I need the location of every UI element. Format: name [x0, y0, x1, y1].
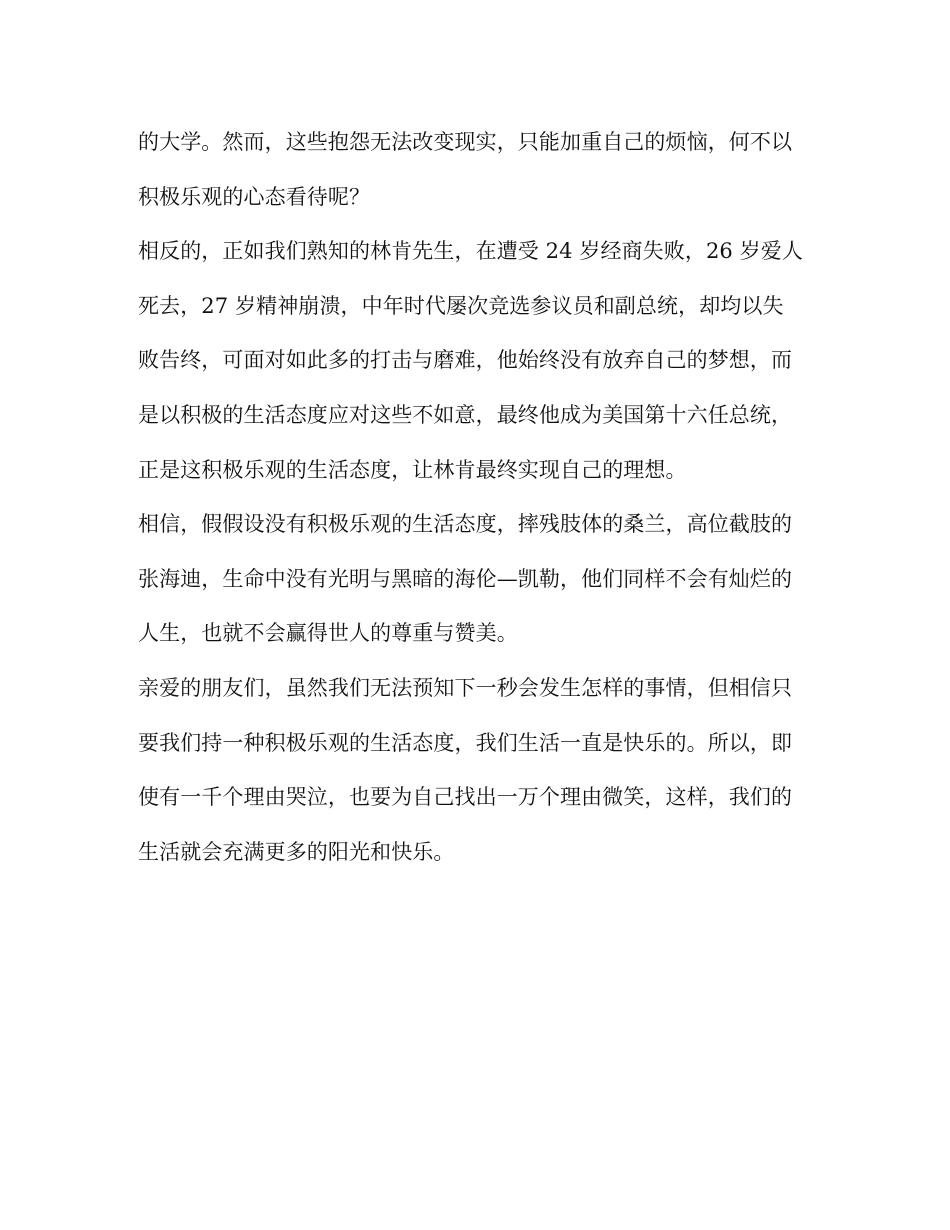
text-line: 的大学。然而，这些抱怨无法改变现实，只能加重自己的烦恼，何不以	[138, 130, 793, 154]
text-line: 积极乐观的心态看待呢？	[138, 184, 371, 209]
text-line: 张海迪，生命中没有光明与黑暗的海伦—凯勒，他们同样不会有灿烂的	[138, 566, 793, 591]
text-line: 死去，27 岁精神崩溃，中年时代屡次竞选参议员和副总统，却均以失	[138, 293, 784, 318]
text-line: 相信，假假设没有积极乐观的生活态度，摔残肢体的桑兰，高位截肢的	[138, 512, 793, 537]
text-line: 正是这积极乐观的生活态度，让林肯最终实现自己的理想。	[138, 457, 687, 482]
text-line: 使有一千个理由哭泣，也要为自己找出一万个理由微笑，这样，我们的	[138, 785, 793, 810]
text-line: 生活就会充满更多的阳光和快乐。	[138, 839, 455, 864]
text-line: 亲爱的朋友们，虽然我们无法预知下一秒会发生怎样的事情，但相信只	[138, 675, 793, 700]
text-line: 是以积极的生活态度应对这些不如意，最终他成为美国第十六任总统，	[138, 402, 793, 427]
text-line: 相反的，正如我们熟知的林肯先生，在遭受 24 岁经商失败，26 岁爱人	[138, 239, 803, 264]
text-line: 败告终，可面对如此多的打击与磨难，他始终没有放弃自己的梦想，而	[138, 348, 793, 373]
text-line: 要我们持一种积极乐观的生活态度，我们生活一直是快乐的。所以，即	[138, 730, 793, 755]
text-line: 人生，也就不会赢得世人的尊重与赞美。	[138, 621, 518, 646]
document-body	[138, 121, 838, 885]
